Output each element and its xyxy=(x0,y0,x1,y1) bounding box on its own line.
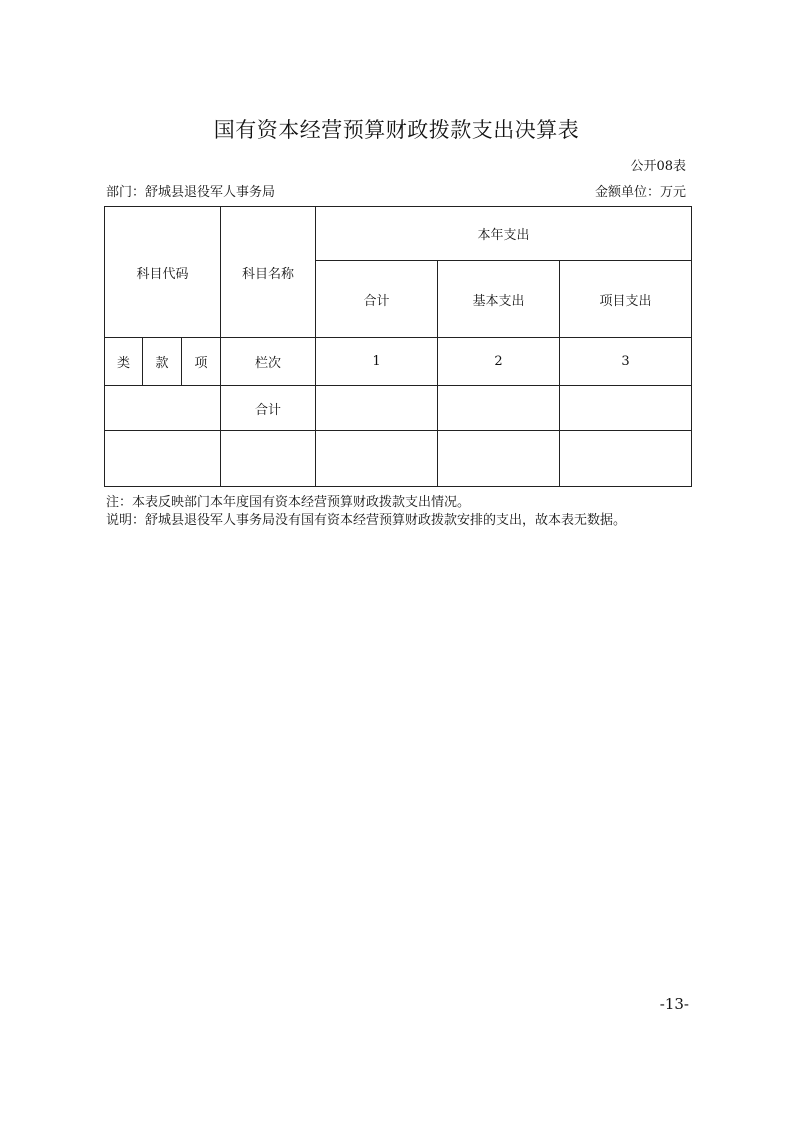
column-index-3: 3 xyxy=(560,338,692,386)
column-index-2: 2 xyxy=(438,338,560,386)
category-cell: 类 xyxy=(105,338,143,386)
total-row xyxy=(105,386,692,431)
index-row xyxy=(105,338,692,386)
header-basic: 基本支出 xyxy=(438,261,560,338)
empty-total-cell xyxy=(316,431,438,487)
empty-project-cell xyxy=(560,431,692,487)
total-project-cell xyxy=(560,386,692,431)
form-code: 公开08表 xyxy=(630,159,686,174)
header-subject-name: 科目名称 xyxy=(221,207,316,338)
section-cell: 款 xyxy=(143,338,182,386)
total-code-cell xyxy=(105,386,221,431)
expenditure-table xyxy=(104,206,692,487)
explanation-text: 说明：舒城县退役军人事务局没有国有资本经营预算财政拨款安排的支出，故本表无数据。 xyxy=(106,513,627,528)
header-project: 项目支出 xyxy=(560,261,692,338)
item-cell: 项 xyxy=(182,338,221,386)
amount-unit-label: 金额单位：万元 xyxy=(594,185,686,200)
empty-code-cell xyxy=(105,431,221,487)
empty-row xyxy=(105,431,692,487)
total-basic-cell xyxy=(438,386,560,431)
header-total: 合计 xyxy=(316,261,438,338)
note-text: 注：本表反映部门本年度国有资本经营预算财政拨款支出情况。 xyxy=(106,495,471,510)
total-value-cell xyxy=(316,386,438,431)
header-subject-code: 科目代码 xyxy=(105,207,221,338)
column-index-1: 1 xyxy=(316,338,438,386)
page-title: 国有资本经营预算财政拨款支出决算表 xyxy=(213,118,580,142)
empty-name-cell xyxy=(221,431,316,487)
column-index-label: 栏次 xyxy=(221,338,316,386)
total-label: 合计 xyxy=(221,386,316,431)
header-row-1 xyxy=(105,207,692,261)
header-current-year: 本年支出 xyxy=(316,207,692,261)
department-label: 部门：舒城县退役军人事务局 xyxy=(106,185,276,200)
page-number: -13- xyxy=(659,995,689,1013)
empty-basic-cell xyxy=(438,431,560,487)
